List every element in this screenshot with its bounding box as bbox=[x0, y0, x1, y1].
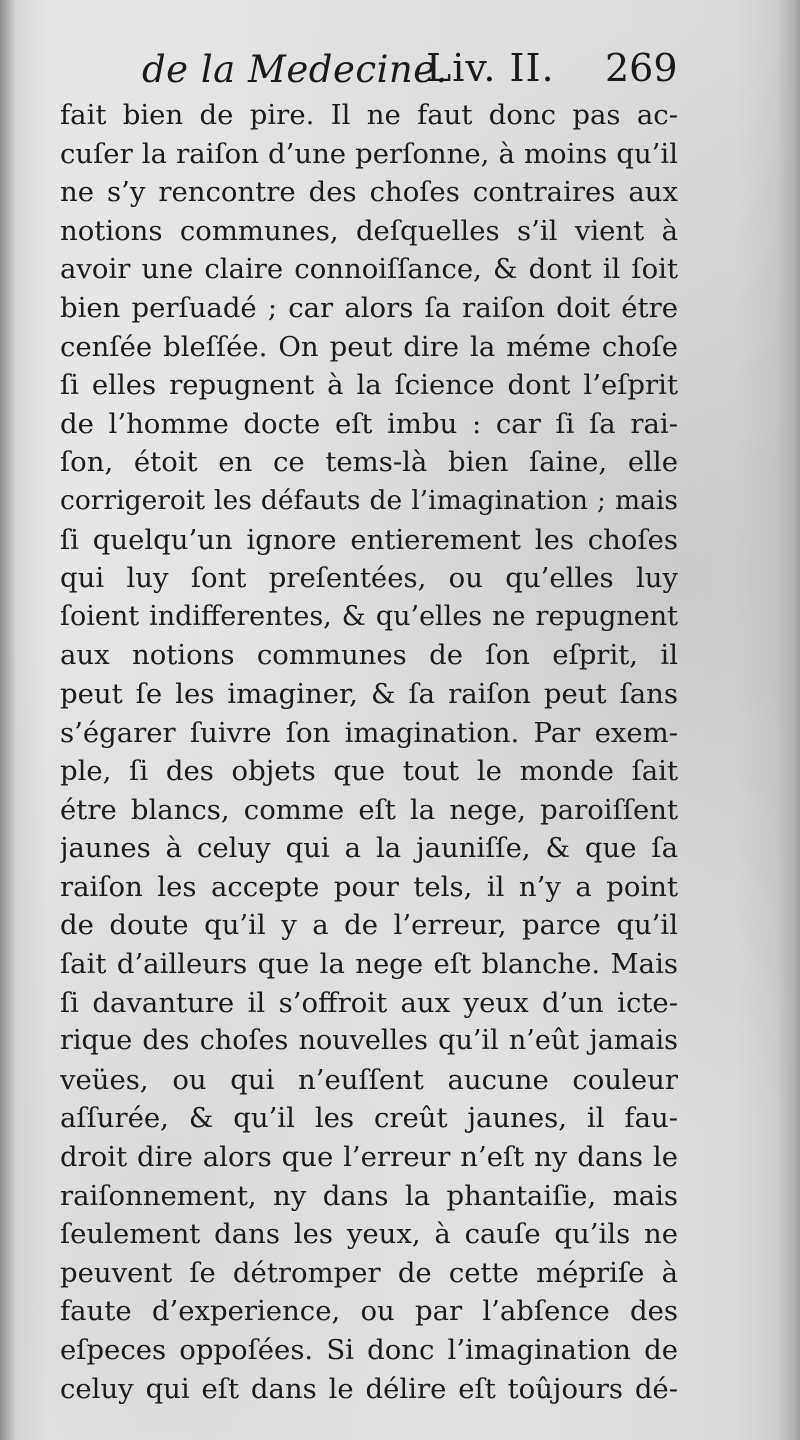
text-line: rique des choſes nouvelles qu’il n’eût jamais bbox=[60, 1025, 678, 1057]
text-line: peut ſe les imaginer, & ſa raiſon peut ſans bbox=[60, 677, 678, 710]
text-line: veües, ou qui n’euſſent aucune couleur bbox=[60, 1063, 678, 1096]
text-line: ſi quelqu’un ignore entierement les choſes bbox=[60, 523, 678, 556]
text-line: avoir une claire connoiſſance, & dont il ſoit bbox=[60, 253, 678, 286]
text-line: eſpeces oppoſées. Si donc l’imagination de bbox=[60, 1334, 678, 1366]
text-line: s’égarer ſuivre ſon imagination. Par exem- bbox=[60, 716, 678, 749]
text-line: celuy qui eſt dans le délire eſt toûjours dé- bbox=[60, 1372, 678, 1405]
text-line: ſon, étoit en ce tems-là bien ſaine, elle bbox=[60, 446, 678, 479]
text-line: aux notions communes de ſon eſprit, il bbox=[60, 639, 678, 672]
text-line: corrigeroit les défauts de l’imagination ; mais bbox=[60, 484, 678, 516]
text-line: ſi elles repugnent à la ſcience dont l’eſprit bbox=[60, 369, 678, 402]
text-line: ſait d’ailleurs que la nege eſt blanche. Mais bbox=[60, 948, 678, 981]
text-line: ple, ſi des objets que tout le monde ſait bbox=[60, 755, 678, 788]
text-line: aſſurée, & qu’il les creût jaunes, il fau- bbox=[60, 1102, 678, 1135]
text-line: ne s’y rencontre des choſes contraires aux bbox=[60, 176, 678, 209]
text-line: notions communes, deſquelles s’il vient à bbox=[60, 214, 678, 247]
text-line: étre blancs, comme eſt la nege, paroiſſent bbox=[60, 793, 678, 826]
book-label: Liv. II. bbox=[426, 46, 555, 90]
text-line: raiſonnement, ny dans la phantaiſie, mais bbox=[60, 1179, 678, 1212]
running-title: de la Medecine. bbox=[142, 48, 448, 91]
text-line: ſoient indifferentes, & qu’elles ne repugnent bbox=[60, 600, 678, 632]
text-line: droit dire alors que l’erreur n’eſt ny dans le bbox=[60, 1141, 678, 1174]
page-header bbox=[60, 44, 750, 104]
page-gutter-shadow bbox=[0, 0, 16, 1440]
text-line: de l’homme docte eſt imbu : car ſi ſa rai- bbox=[60, 407, 678, 440]
text-line: fait bien de pire. Il ne faut donc pas ac- bbox=[60, 99, 678, 131]
text-line: ſeulement dans les yeux, à cauſe qu’ils ne bbox=[60, 1218, 678, 1251]
text-line: ſi davanture il s’offroit aux yeux d’un icte- bbox=[60, 986, 678, 1019]
text-line: cuſer la raiſon d’une perſonne, à moins qu’il bbox=[60, 137, 678, 170]
text-line: qui luy ſont preſentées, ou qu’elles luy bbox=[60, 562, 678, 595]
text-line: faute d’experience, ou par l’abſence des bbox=[60, 1295, 678, 1328]
text-line: cenſée bleſſée. On peut dire la méme choſe bbox=[60, 330, 678, 363]
page-edge-shadow bbox=[778, 0, 800, 1440]
text-line: de doute qu’il y a de l’erreur, parce qu’il bbox=[60, 909, 678, 942]
body-text bbox=[60, 96, 678, 1408]
page-number: 269 bbox=[605, 46, 678, 90]
text-line: jaunes à celuy qui a la jauniſſe, & que ſa bbox=[60, 832, 678, 865]
text-line: peuvent ſe détromper de cette mépriſe à bbox=[60, 1256, 678, 1289]
text-line: raiſon les accepte pour tels, il n’y a point bbox=[60, 870, 678, 903]
text-line: bien perſuadé ; car alors ſa raiſon doit étre bbox=[60, 291, 678, 324]
